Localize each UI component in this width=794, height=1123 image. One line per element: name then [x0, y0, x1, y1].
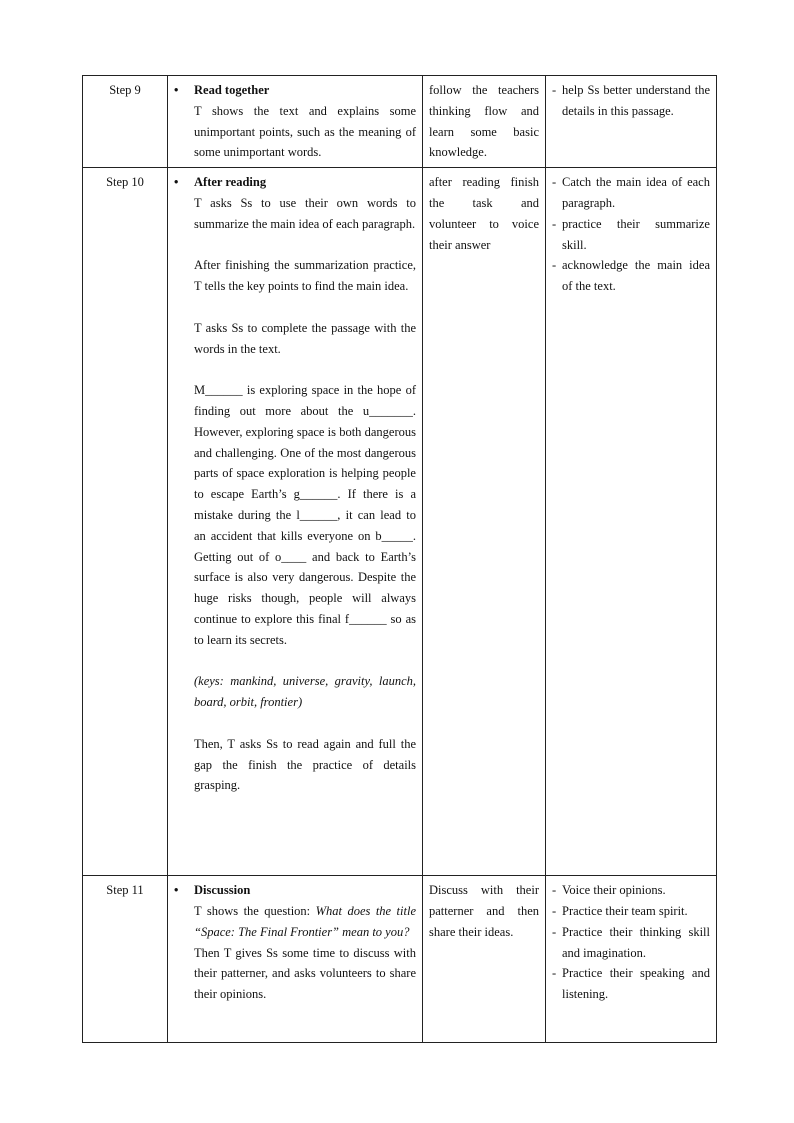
objective-text: help Ss better understand the details in this passage.	[562, 83, 710, 118]
activity-text: Then T gives Ss some time to discuss with their patterner, and asks volunteers to share their opinions.	[194, 945, 416, 1002]
activity-text: T asks Ss to use their own words to summarize the main idea of each paragraph.	[194, 195, 416, 231]
objective-text: Practice their speaking and listening.	[562, 966, 710, 1002]
objectives-cell	[546, 76, 717, 168]
activity-text: T asks Ss to complete the passage with the words in the text.	[194, 320, 416, 356]
teacher-activity-cell	[168, 168, 423, 876]
activity-title: Discussion	[194, 883, 251, 898]
teacher-activity-cell	[168, 876, 423, 1043]
activity-text: T shows the text and explains some unimportant points, such as the meaning of some unimportant words.	[194, 103, 416, 160]
step-label: Step 11	[83, 876, 168, 1043]
objective-item: - Practice their speaking and listening.	[552, 963, 710, 1005]
objective-text: Practice their team spirit.	[562, 903, 688, 918]
table-row	[83, 168, 717, 876]
bullet: •	[174, 175, 179, 190]
table-row	[83, 876, 717, 1043]
objective-item: - Practice their team spirit.	[552, 901, 710, 922]
table-row	[83, 76, 717, 168]
student-activity-cell: after reading finish the task and volunteer to voice their answer	[423, 168, 546, 876]
lesson-plan-table	[82, 75, 717, 1043]
objectives-cell	[546, 876, 717, 1043]
student-activity-cell: Discuss with their patterner and then share their ideas.	[423, 876, 546, 1043]
step-label: Step 9	[83, 76, 168, 168]
cloze-passage: M______ is exploring space in the hope of finding out more about the u_______. However, exploring space is both dangerous and challenging. One of the most dangerous parts of space exploration is helping people to escape Earth’s g______. If there is a mistake during the l______, it can lead to an accident that kills everyone on b_____. Getting out of o____ and back to Earth’s surface is also very dangerous. Despite the huge risks though, people will always continue to explore this final f______ so as to learn its secrets.	[194, 383, 416, 647]
discussion-question: What does the title “Space: The Final Frontier” mean to you?	[194, 903, 416, 939]
step-label: Step 10	[83, 168, 168, 876]
objective-text: acknowledge the main idea of the text.	[562, 258, 710, 294]
objective-text: Catch the main idea of each paragraph.	[562, 175, 710, 210]
activity-text: T shows the question: What does the title “Space: The Final Frontier” mean to you?	[194, 903, 416, 939]
student-activity-cell: follow the teachers thinking flow and learn some basic knowledge.	[423, 76, 546, 168]
objective-text: Practice their thinking skill and imagination.	[562, 924, 710, 960]
objective-item: - Voice their opinions.	[552, 880, 710, 901]
objective-item: - acknowledge the main idea of the text.	[552, 255, 710, 297]
bullet: •	[174, 83, 179, 97]
teacher-activity-cell	[168, 76, 423, 168]
answer-keys: (keys: mankind, universe, gravity, launch, board, orbit, frontier)	[194, 674, 416, 710]
objective-text: practice their summarize skill.	[562, 216, 710, 252]
objective-item: - practice their summarize skill.	[552, 214, 710, 256]
bullet: •	[174, 883, 179, 898]
objective-text: Voice their opinions.	[562, 883, 666, 898]
activity-text: After finishing the summarization practice, T tells the key points to find the main idea.	[194, 258, 416, 294]
objective-item: - Practice their thinking skill and imagination.	[552, 922, 710, 964]
activity-title: After reading	[194, 175, 267, 190]
objectives-cell	[546, 168, 717, 876]
objective-item: - help Ss better understand the details in this passage.	[552, 80, 710, 122]
activity-title: Read together	[194, 83, 270, 97]
objective-item: - Catch the main idea of each paragraph.	[552, 172, 710, 214]
activity-text: Then, T asks Ss to read again and full the gap the finish the practice of details grasping.	[194, 736, 416, 793]
